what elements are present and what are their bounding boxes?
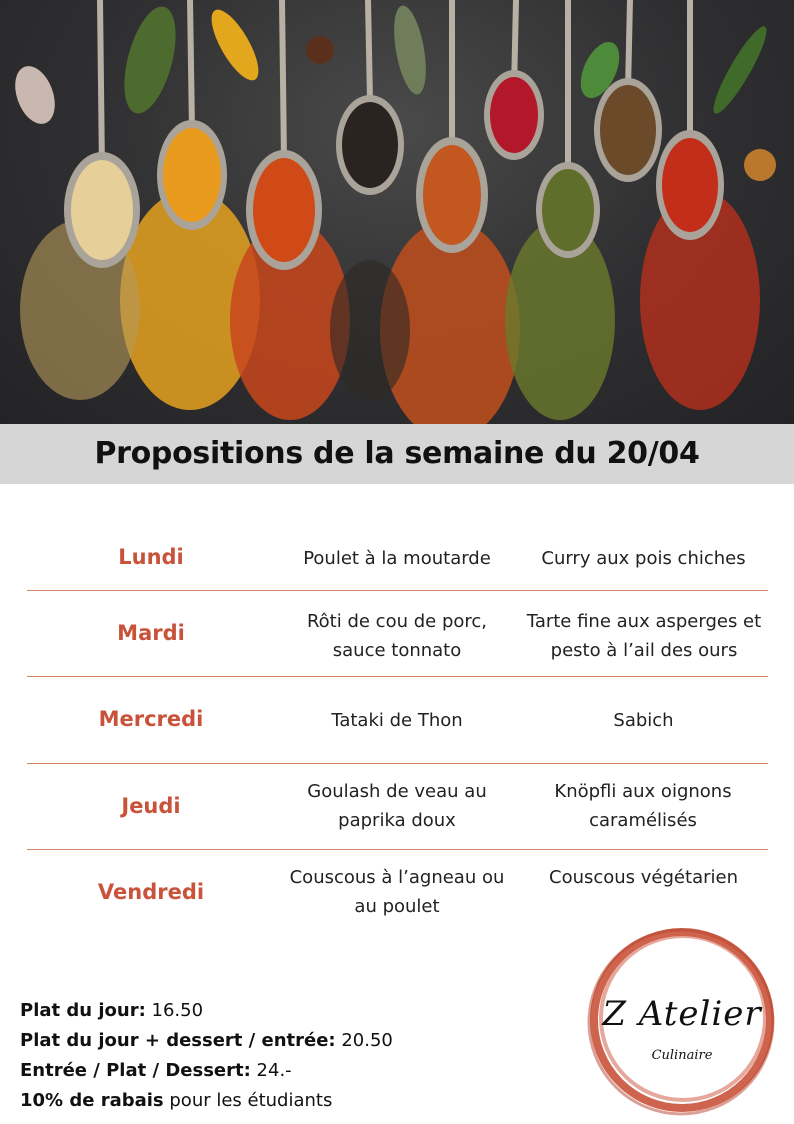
price-line-student-discount [20,1086,393,1116]
dish-main: Rôti de cou de porc, sauce tonnato [306,611,488,661]
dish-main: Couscous à l’agneau ou au poulet [289,867,505,917]
dish-vegetarian: Tarte fine aux asperges et pesto à l’ail des ours [526,611,762,661]
discount-label: 10% de rabais [20,1090,164,1111]
price-value: 24.- [250,1060,292,1081]
day-label: Vendredi [97,880,205,904]
price-value: 20.50 [335,1030,393,1051]
dish-vegetarian: Sabich [613,710,674,731]
logo-subtitle: Culinaire [651,1048,713,1063]
dish-main: Poulet à la moutarde [303,548,491,569]
day-label: Jeudi [121,794,181,818]
dish-vegetarian: Couscous végétarien [549,867,738,888]
logo-title: Z Atelier [602,994,762,1034]
price-line-menu-complet [20,1056,393,1086]
price-label: Plat du jour: [20,1000,146,1021]
page-title: Propositions de la semaine du 20/04 [94,436,700,471]
dish-vegetarian: Curry aux pois chiches [541,548,746,569]
dish-vegetarian: Knöpfli aux oignons caramélisés [554,781,732,831]
z-atelier-logo [582,920,782,1120]
dish-main: Goulash de veau au paprika doux [307,781,487,831]
day-label: Mercredi [98,707,204,731]
menu-row-lundi [27,515,768,591]
menu-row-mercredi [27,677,768,764]
day-label: Mardi [117,621,185,645]
price-line-plat-du-jour [20,996,393,1026]
price-line-plat-dessert [20,1026,393,1056]
weekly-menu-table [27,515,768,936]
spices-illustration [0,0,794,424]
spices-hero-image [0,0,794,424]
price-value: 16.50 [145,1000,204,1021]
day-label: Lundi [118,545,184,569]
menu-row-mardi [27,591,768,677]
menu-row-jeudi [27,764,768,850]
price-label: Plat du jour + dessert / entrée: [20,1030,336,1051]
price-list [20,996,393,1116]
price-label: Entrée / Plat / Dessert: [20,1060,251,1081]
dish-main: Tataki de Thon [331,710,463,731]
discount-text: pour les étudiants [163,1090,333,1111]
